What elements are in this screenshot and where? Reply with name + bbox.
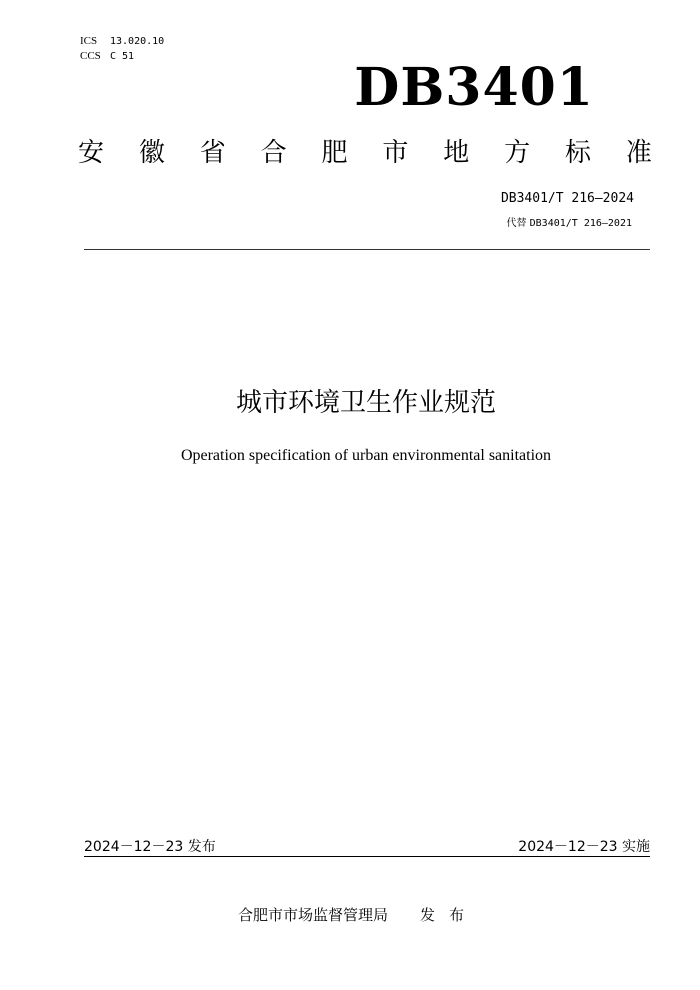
ccs-code bbox=[80, 49, 164, 64]
classification-codes bbox=[80, 34, 164, 64]
implementation-date: 2024－12－23 实施 bbox=[518, 839, 650, 855]
standard-category-title bbox=[78, 134, 652, 172]
document-subtitle: Operation specification of urban environmental sanitation bbox=[180, 447, 552, 464]
db-logo: DB3401 bbox=[354, 57, 594, 118]
standard-title-char: 省 bbox=[199, 138, 226, 168]
footer-divider bbox=[84, 856, 650, 857]
standard-title-char: 地 bbox=[443, 138, 470, 168]
publisher-line bbox=[238, 904, 478, 925]
standard-title-char: 肥 bbox=[321, 138, 348, 168]
replaces-note bbox=[506, 214, 632, 229]
ics-value: 13.020.10 bbox=[110, 36, 165, 47]
issue-date: 2024－12－23 发布 bbox=[84, 839, 216, 855]
standard-title-char: 准 bbox=[625, 138, 652, 168]
ics-code bbox=[80, 34, 164, 49]
ccs-label: CCS bbox=[80, 50, 101, 62]
standard-title-char: 方 bbox=[504, 138, 531, 168]
standard-title-char: 徽 bbox=[138, 138, 165, 168]
publisher-verb: 发布 bbox=[420, 906, 479, 924]
standard-title-char: 安 bbox=[78, 138, 105, 168]
document-title: 城市环境卫生作业规范 bbox=[235, 388, 496, 418]
standard-title-char: 合 bbox=[260, 138, 287, 168]
ics-label: ICS bbox=[80, 35, 98, 47]
standard-number: DB3401/T 216—2024 bbox=[500, 191, 634, 206]
replaces-label: 代替 bbox=[506, 218, 527, 229]
header-divider bbox=[84, 249, 650, 250]
publisher-name: 合肥市市场监督管理局 bbox=[238, 906, 389, 924]
replaces-number: DB3401/T 216—2021 bbox=[529, 218, 632, 229]
standard-title-char: 市 bbox=[382, 138, 409, 168]
ccs-value: C 51 bbox=[110, 51, 135, 62]
standard-title-char: 标 bbox=[565, 138, 592, 168]
